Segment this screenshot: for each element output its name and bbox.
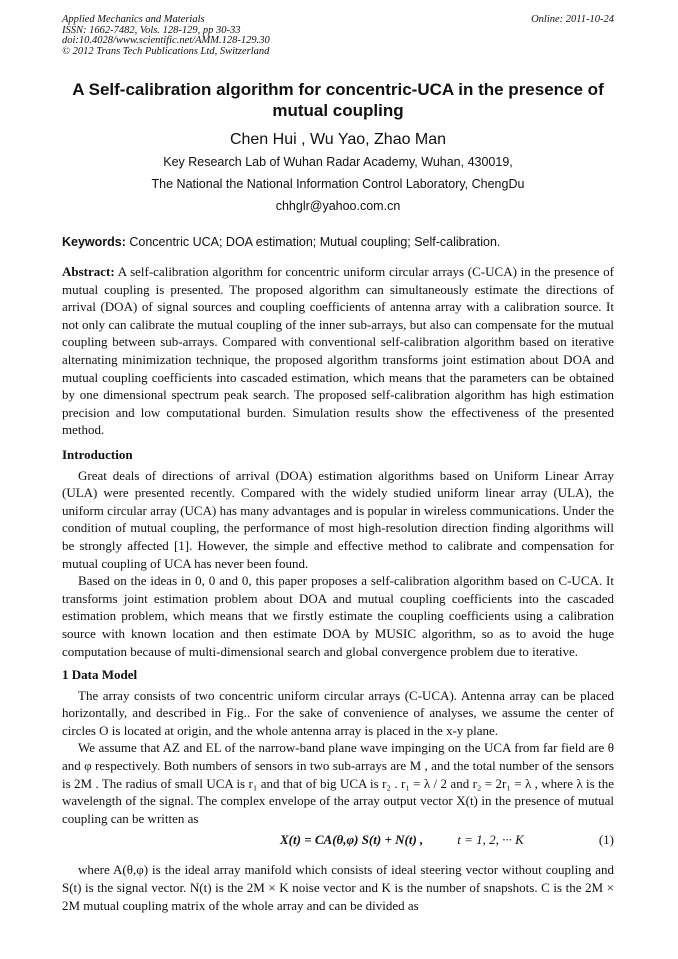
email: chhglr@yahoo.com.cn: [275, 199, 401, 213]
introduction-heading: Introduction: [62, 447, 133, 462]
paragraph: where A(θ,φ) is the ideal array manifold which consists of ideal steering vector without coupling and S(t) is the signal vector. N(t) is the 2M × K noise vector and K is the number of snapshots. C is the 2M × 2M mutual coupling matrix of the whole array and can be divided as: [62, 862, 614, 913]
copyright: © 2012 Trans Tech Publications Ltd, Switzerland: [62, 45, 270, 57]
authors: Chen Hui , Wu Yao, Zhao Man: [229, 131, 447, 148]
online-date: Online: 2011-10-24: [531, 14, 614, 25]
abstract-text: A self-calibration algorithm for concentric uniform circular arrays (C-UCA) in the presence of mutual coupling is presented. The proposed algorithm can simultaneously estimate the directions of arrival (DOA) of signal sources and coupling coefficients of antenna array with a calibration source. It not only can calibrate the mutual coupling of the inner sub-arrays, but also can compensate for the mutual coupling between sub-arrays. Compared with conventional self-calibration algorithm based on iterative alternating minimization technique, the proposed algorithm transforms joint estimation about DOA and mutual coupling coefficients into cascaded estimation, which means that the parameters can be obtained by one dimensional spectrum peak search. The proposed self-calibration algorithm has high estimation precision and low computational burden. Simulation results show the effectiveness of the presented method.: [62, 264, 614, 438]
paragraph: We assume that AZ and EL of the narrow-band plane wave impinging on the UCA from far field are θ and φ respectively. Both numbers of sensors in two sub-arrays are M , and the total number of the sensors is 2M . The radius of small UCA is r₁ and that of big UCA is r₂ . r₁ = λ / 2 and r₂ = 2r₁ = λ , where λ is the wavelength of the signal. The complex envelope of the array output vector X(t) in the presence of mutual coupling can be written as: [62, 740, 614, 826]
equation-expression: X(t) = CA(θ,φ) S(t) + N(t) ,: [280, 831, 424, 847]
journal-name: Applied Mechanics and Materials: [62, 14, 205, 25]
keywords-label: Keywords:: [62, 235, 126, 249]
issn: ISSN: 1662-7482, Vols. 128-129, pp 30-33: [62, 24, 241, 36]
affiliation-1: Key Research Lab of Wuhan Radar Academy, Wuhan, 430019,: [163, 155, 513, 169]
doi: doi:10.4028/www.scientific.net/AMM.128-129.30: [62, 35, 270, 46]
paper-title: A Self-calibration algorithm for concentric-UCA in the presence of mutual coupling: [72, 80, 604, 120]
equation-range: t = 1, 2, ··· K: [457, 831, 524, 847]
affiliation-2: The National the National Information Control Laboratory, ChengDu: [151, 177, 525, 191]
data-model-heading: 1 Data Model: [62, 667, 138, 682]
keywords: [62, 235, 614, 249]
paragraph: Great deals of directions of arrival (DOA) estimation algorithms based on Uniform Linear Array (ULA) were presented recently. Compared with the widely studied uniform linear array (ULA), the uniform circular array (UCA) has many advantages and is popular in wireless communications. Under the condition of mutual coupling, the performance of most high-resolution direction finding algorithms will be strongly affected [1]. However, the simple and effective method to calibrate and compensation for mutual coupling of UCA has never been found.: [62, 467, 614, 571]
equation-number: (1): [598, 831, 614, 847]
paragraph: The array consists of two concentric uniform circular arrays (C-UCA). Antenna array can be placed horizontally, and described in Fig.. For the sake of convenience of analyses, we assume the center of circles O is located at origin, and the whole antenna array is placed in the x-y plane.: [62, 687, 614, 738]
equation-1: [62, 827, 614, 851]
keywords-text: Concentric UCA; DOA estimation; Mutual coupling; Self-calibration.: [125, 235, 501, 249]
introduction-section: [62, 446, 614, 660]
data-model-section: [62, 666, 614, 914]
abstract-label: Abstract:: [62, 264, 115, 279]
publication-header: [62, 15, 614, 57]
abstract: [62, 263, 614, 439]
paragraph: Based on the ideas in 0, 0 and 0, this paper proposes a self-calibration algorithm based on C-UCA. It transforms joint estimation problem about DOA and mutual coupling coefficients into the cascaded estimation problem, which means that we firstly estimate the coupling coefficients using a calibration source with known location and then estimate DOA by MUSIC algorithm, so as to avoid the huge computation because of multi-dimensional search and global convergence problem due to iterative.: [62, 573, 614, 659]
